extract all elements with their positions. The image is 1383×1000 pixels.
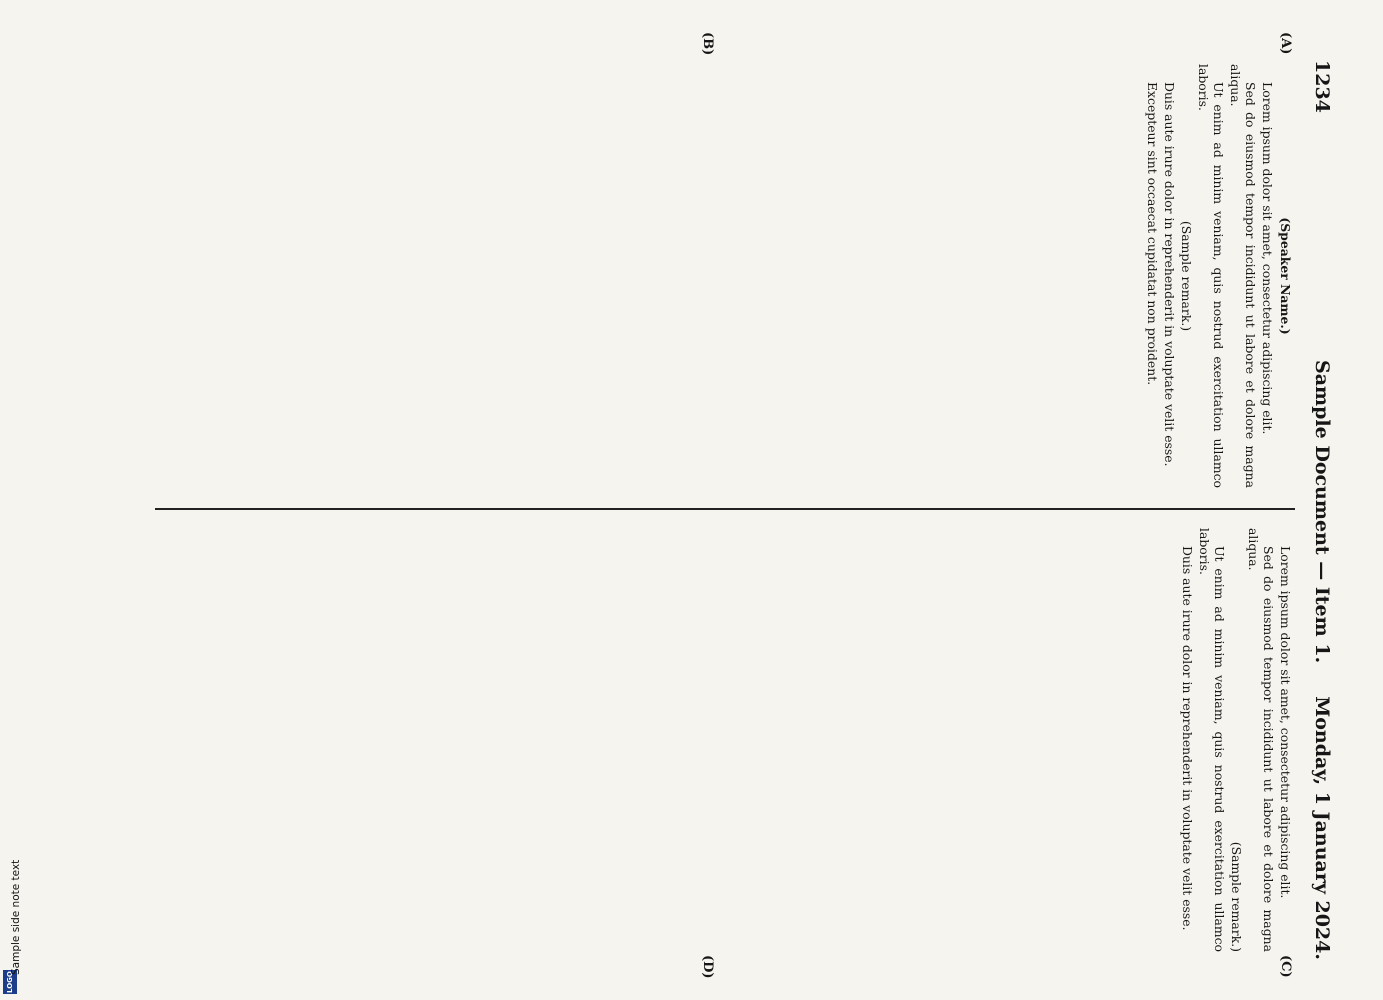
right-column xyxy=(1178,528,1293,952)
paragraph: Duis aute irure dolor in reprehenderit in voluptate velit esse. xyxy=(1180,546,1195,931)
margin-marker-b: (B) xyxy=(700,32,715,56)
paragraph: Lorem ipsum dolor sit amet, consectetur adipiscing elit. xyxy=(1278,546,1293,899)
page-header xyxy=(1303,60,1333,960)
digitization-note: Sample side note text xyxy=(10,859,22,975)
margin-marker-a: (A) xyxy=(1278,32,1293,55)
logo-icon: LOGO xyxy=(3,970,17,994)
interjection: (Sample remark.) xyxy=(1179,220,1194,332)
paragraph: Lorem ipsum dolor sit amet, consectetur adipiscing elit. xyxy=(1260,82,1275,435)
paragraph: Duis aute irure dolor in reprehenderit in voluptate velit esse. xyxy=(1162,82,1177,467)
paragraph: Excepteur sint occaecat cupidatat non proident. xyxy=(1145,82,1160,386)
session-title: Sample Document — Item 1. xyxy=(1311,360,1333,664)
session-date: Monday, 1 January 2024. xyxy=(1311,696,1333,960)
paragraph: Sed do eiusmod tempor incididunt ut labore et dolore magna aliqua. xyxy=(1228,64,1258,488)
paragraph: Ut enim ad minim veniam, quis nostrud exercitation ullamco laboris. xyxy=(1196,64,1226,488)
interjection: (Sample remark.) xyxy=(1229,841,1244,952)
column-divider xyxy=(155,508,1295,510)
margin-marker-d: (D) xyxy=(700,955,715,979)
paragraph: Sed do eiusmod tempor incididunt ut labore et dolore magna aliqua. xyxy=(1246,528,1276,952)
document-page xyxy=(50,20,1355,1000)
paragraph: Ut enim ad minim veniam, quis nostrud exercitation ullamco laboris. xyxy=(1197,528,1227,952)
left-column xyxy=(1143,64,1293,488)
speaker-heading: (Speaker Name.) xyxy=(1278,217,1293,335)
page-number: 1234 xyxy=(1311,60,1333,113)
margin-marker-c: (C) xyxy=(1278,955,1293,978)
